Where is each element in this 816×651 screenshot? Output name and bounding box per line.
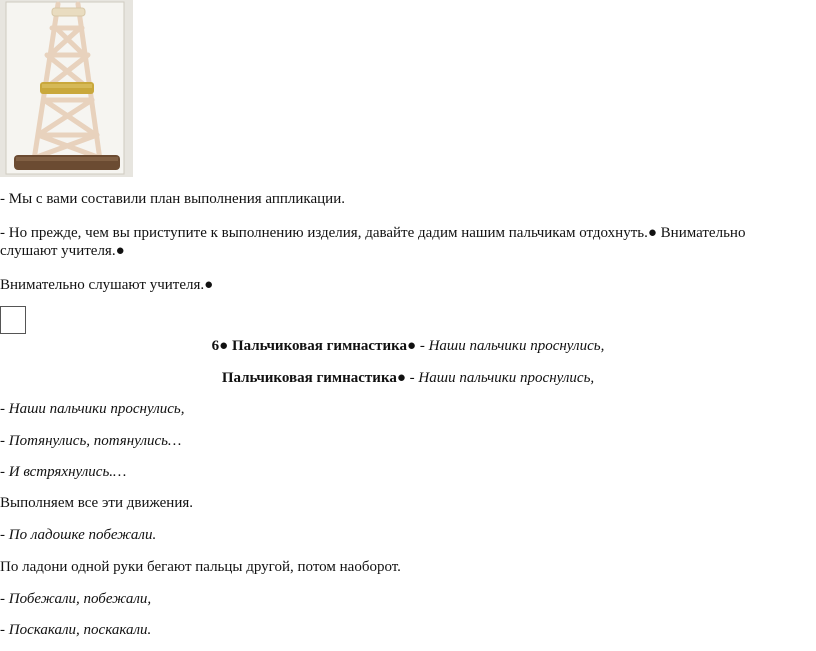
bullet-icon: ● [219,338,229,354]
paragraph-text: слушают учителя. [0,243,116,259]
empty-text-box [0,306,26,334]
bullet-icon: ● [647,225,657,241]
instruction-line: Выполняем все эти движения. [0,495,194,511]
applique-photo [0,0,133,177]
heading-number: 6 [211,338,220,354]
heading-finger-gymnastics-repeat [0,369,816,387]
paragraph-text: Внимательно слушают учителя. [0,277,205,293]
paragraph-text: - Но прежде, чем вы приступите к выполнению изделия, давайте дадим нашим пальчикам отдохнуть. [0,225,648,241]
poem-line: - Поскакали, поскакали. [0,622,152,638]
bullet-icon: ● [115,243,125,259]
heading-title: Пальчиковая гимнастика [231,338,408,354]
paragraph-text: Внимательно [660,225,746,241]
poem-line: - По ладошке побежали. [0,527,157,543]
bullet-icon: ● [204,277,214,293]
poem-line: - И встряхнулись.… [0,464,127,480]
bullet-icon: ● [396,370,406,386]
heading-rest: - Наши пальчики проснулись, [416,338,605,354]
paragraph-listen [0,242,125,260]
poem-line: - Наши пальчики проснулись, [0,401,185,417]
poem-line: - Потянулись, потянулись… [0,433,182,449]
paragraph-plan: - Мы с вами составили план выполнения аппликации. [0,191,345,207]
paragraph-before-start [0,224,745,242]
poem-line: - Побежали, побежали, [0,591,152,607]
bullet-icon: ● [407,338,417,354]
oil-rig-applique-icon [0,0,133,177]
heading-title: Пальчиковая гимнастика [221,370,397,386]
heading-finger-gymnastics [0,337,816,355]
instruction-line: По ладони одной руки бегают пальцы другой, потом наоборот. [0,559,401,575]
paragraph-listen-repeat [0,276,213,294]
heading-rest: - Наши пальчики проснулись, [405,370,595,386]
